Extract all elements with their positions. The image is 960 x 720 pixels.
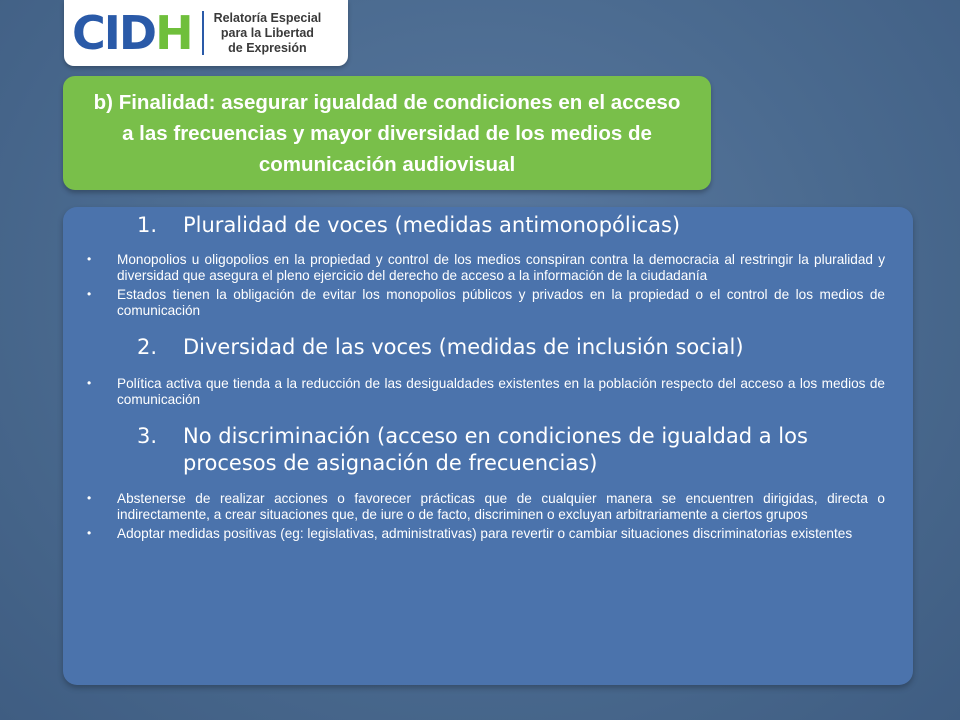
section-heading [137,212,885,239]
section-number: 3. [137,424,158,448]
bullet-icon: • [87,526,92,540]
list-item [87,287,885,318]
section-heading [137,423,885,477]
section-number: 1. [137,213,158,237]
list-item-text: Estados tienen la obligación de evitar los monopolios públicos y privados en la propiedad o el control de los medios de comunicación [117,287,885,318]
section-heading [137,334,885,361]
section-number: 2. [137,335,158,359]
logo-mark-main: CID [72,6,156,60]
list-item-text: Política activa que tienda a la reducción de las desigualdades existentes en la población respecto del acceso a los medios de comunicación [117,376,885,407]
list-item-text: Adoptar medidas positivas (eg: legislativas, administrativas) para revertir o cambiar situaciones discriminatorias existentes [117,526,853,541]
purpose-banner-text: b) Finalidad: asegurar igualdad de condiciones en el acceso a las frecuencias y mayor diversidad de los medios de comunicación audiovisual [93,90,681,176]
section-title: No discriminación (acceso en condiciones de igualdad a los procesos de asignación de frecuencias) [183,424,808,475]
bullet-list [87,252,885,318]
logo-mark-accent: H [155,6,192,60]
logo-caption [214,11,322,56]
list-item-text: Abstenerse de realizar acciones o favorecer prácticas que de cualquier manera se encuentren dirigidas, directa o indirectamente, a crear situaciones que, de iure o de facto, discriminen o excluyan arbitrariamente a ciertos grupos [117,491,885,522]
bullet-list [87,376,885,407]
list-item [87,491,885,522]
logo-mark [72,6,192,60]
bullet-icon: • [87,491,92,505]
logo-caption-line: para la Libertad [220,25,314,40]
list-item [87,376,885,407]
cidh-logo [64,0,348,66]
section-title: Pluralidad de voces (medidas antimonopólicas) [183,213,681,237]
content-panel [63,207,913,685]
bullet-icon: • [87,287,92,301]
logo-caption-line: Relatoría Especial [213,10,322,25]
logo-caption-line: de Expresión [228,40,307,55]
bullet-icon: • [87,252,92,266]
list-item [87,252,885,283]
list-item-text: Monopolios u oligopolios en la propiedad y control de los medios conspiran contra la democracia al restringir la pluralidad y diversidad que asegura el pleno ejercicio del derecho de acceso a la información de la ciudadanía [117,252,885,283]
list-item [87,526,885,542]
purpose-banner [63,76,711,190]
section-title: Diversidad de las voces (medidas de inclusión social) [183,335,744,359]
bullet-list [87,491,885,542]
logo-divider [202,11,204,55]
bullet-icon: • [87,376,92,390]
